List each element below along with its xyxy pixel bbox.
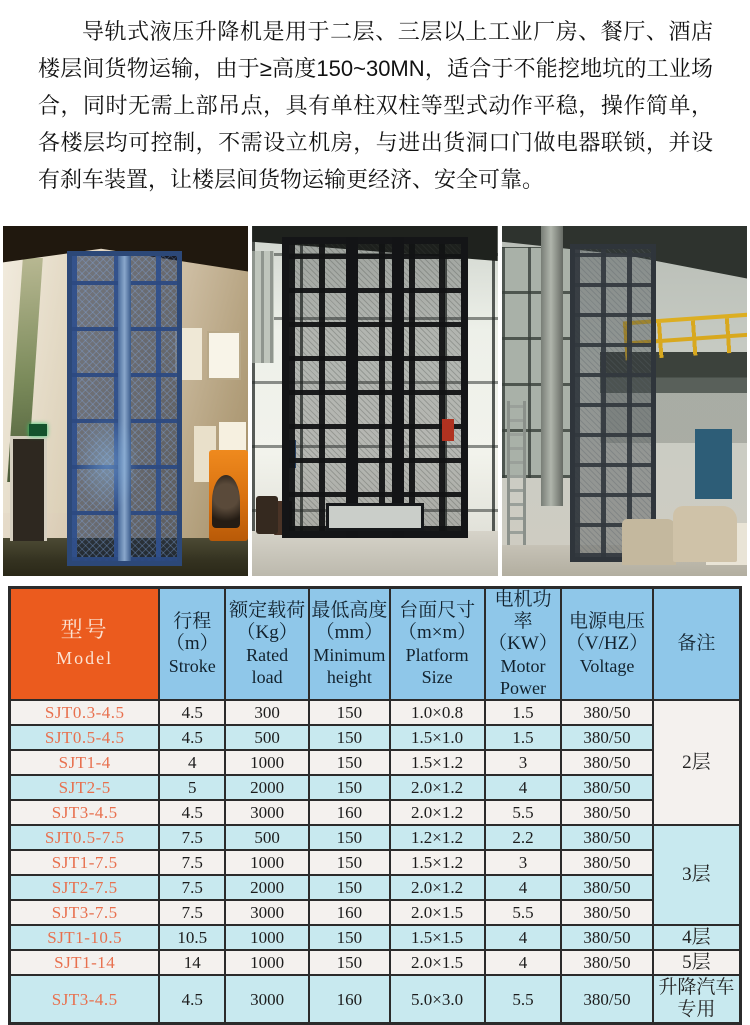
cell-model: SJT1-14	[10, 950, 160, 975]
cell-load: 500	[225, 725, 309, 750]
cell-height: 150	[309, 750, 389, 775]
cell-voltage: 380/50	[561, 875, 652, 900]
cell-stroke: 7.5	[159, 900, 225, 925]
table-row	[10, 900, 741, 925]
cell-height: 150	[309, 925, 389, 950]
table-row	[10, 775, 741, 800]
corrugated-wall	[252, 251, 274, 363]
cell-load: 1000	[225, 950, 309, 975]
table-row	[10, 850, 741, 875]
cell-power: 3	[485, 750, 562, 775]
cell-load: 500	[225, 825, 309, 850]
cell-height: 150	[309, 825, 389, 850]
cell-remark-5-floors: 5层	[653, 950, 741, 975]
spec-table	[8, 586, 742, 1025]
table-row	[10, 825, 741, 850]
cage-post	[346, 237, 358, 538]
cell-stroke: 4.5	[159, 725, 225, 750]
cell-height: 150	[309, 725, 389, 750]
cell-height: 160	[309, 800, 389, 825]
blue-lift-cage	[67, 251, 182, 566]
cell-power: 5.5	[485, 900, 562, 925]
cell-load: 1000	[225, 925, 309, 950]
exit-sign	[29, 424, 47, 436]
cell-stroke: 4	[159, 750, 225, 775]
cell-power: 1.5	[485, 725, 562, 750]
col-header-voltage: 电源电压 （V/HZ） Voltage	[561, 588, 652, 701]
cell-height: 150	[309, 775, 389, 800]
cell-voltage: 380/50	[561, 750, 652, 775]
cell-platform: 1.0×0.8	[390, 700, 485, 725]
cell-load: 3000	[225, 800, 309, 825]
cage-post	[392, 237, 404, 538]
cell-model: SJT3-4.5	[10, 975, 160, 1024]
cell-power: 3	[485, 850, 562, 875]
table-row	[10, 700, 741, 725]
cell-platform: 2.0×1.2	[390, 800, 485, 825]
cell-remark-4-floors: 4层	[653, 925, 741, 950]
cell-platform: 2.0×1.5	[390, 950, 485, 975]
cell-height: 150	[309, 950, 389, 975]
col-header-rated-load: 额定载荷 （Kg） Rated load	[225, 588, 309, 701]
col-header-model: 型号 Model	[10, 588, 160, 701]
cell-stroke: 4.5	[159, 700, 225, 725]
cell-voltage: 380/50	[561, 950, 652, 975]
orange-forklift	[209, 450, 248, 541]
cell-load: 300	[225, 700, 309, 725]
cell-model: SJT2-5	[10, 775, 160, 800]
cell-power: 4	[485, 950, 562, 975]
cell-platform: 1.2×1.2	[390, 825, 485, 850]
cell-voltage: 380/50	[561, 800, 652, 825]
cell-model: SJT2-7.5	[10, 875, 160, 900]
product-page	[0, 13, 750, 1025]
bulk-bags	[673, 506, 737, 562]
cell-platform: 2.0×1.2	[390, 775, 485, 800]
cell-load: 1000	[225, 750, 309, 775]
cell-stroke: 14	[159, 950, 225, 975]
cell-model: SJT3-7.5	[10, 900, 160, 925]
col-header-min-height: 最低高度 （mm） Minimum height	[309, 588, 389, 701]
cell-platform: 1.5×1.2	[390, 750, 485, 775]
cell-voltage: 380/50	[561, 850, 652, 875]
door	[10, 436, 47, 541]
cell-platform: 2.0×1.2	[390, 875, 485, 900]
cell-platform: 1.5×1.5	[390, 925, 485, 950]
col-header-platform-size: 台面尺寸 （m×m） Platform Size	[390, 588, 485, 701]
table-row	[10, 875, 741, 900]
product-photos	[0, 226, 750, 576]
cell-load: 1000	[225, 850, 309, 875]
black-lift-cage	[282, 237, 468, 538]
cell-height: 150	[309, 875, 389, 900]
cell-stroke: 10.5	[159, 925, 225, 950]
cell-height: 160	[309, 975, 389, 1024]
col-header-motor-power: 电机功率 （KW） Motor Power	[485, 588, 562, 701]
cell-voltage: 380/50	[561, 975, 652, 1024]
cell-power: 4	[485, 875, 562, 900]
table-row	[10, 975, 741, 1024]
steel-column	[541, 226, 563, 506]
cell-power: 4	[485, 925, 562, 950]
cell-voltage: 380/50	[561, 825, 652, 850]
window	[207, 331, 241, 380]
cell-stroke: 7.5	[159, 825, 225, 850]
cell-model: SJT3-4.5	[10, 800, 160, 825]
cell-model: SJT0.3-4.5	[10, 700, 160, 725]
oil-drums	[256, 496, 278, 535]
cell-remark-2-floors: 2层	[653, 700, 741, 825]
cell-voltage: 380/50	[561, 725, 652, 750]
cell-platform: 1.5×1.0	[390, 725, 485, 750]
cell-stroke: 5	[159, 775, 225, 800]
table-row	[10, 750, 741, 775]
col-header-stroke: 行程 （m） Stroke	[159, 588, 225, 701]
cell-height: 160	[309, 900, 389, 925]
cell-platform: 1.5×1.2	[390, 850, 485, 875]
cell-model: SJT1-10.5	[10, 925, 160, 950]
cell-remark-car-lift: 升降汽车专用	[653, 975, 741, 1024]
cell-load: 2000	[225, 875, 309, 900]
photo-black-lift-windows	[252, 226, 497, 576]
table-row	[10, 800, 741, 825]
cell-stroke: 4.5	[159, 975, 225, 1024]
cell-power: 4	[485, 775, 562, 800]
cell-stroke: 7.5	[159, 850, 225, 875]
cell-model: SJT0.5-7.5	[10, 825, 160, 850]
table-row	[10, 925, 741, 950]
cell-platform: 2.0×1.5	[390, 900, 485, 925]
header-row	[10, 588, 741, 701]
cell-platform: 5.0×3.0	[390, 975, 485, 1024]
scaffold-ladder	[507, 401, 527, 548]
intro-paragraph: 导轨式液压升降机是用于二层、三层以上工业厂房、餐厅、酒店楼层间货物运输，由于≥高度150~30MN，适合于不能挖地坑的工业场合，同时无需上部吊点，具有单柱双柱等型式动作平稳，操作简单，各楼层均可控制，不需设立机房，与进出货洞口门做电器联锁，并设有刹车装置，让楼层间货物运输更经济、安全可靠。	[38, 19, 713, 192]
cell-voltage: 380/50	[561, 775, 652, 800]
cell-model: SJT0.5-4.5	[10, 725, 160, 750]
col-header-remark: 备注	[653, 588, 741, 701]
cell-height: 150	[309, 700, 389, 725]
cell-remark-3-floors: 3层	[653, 825, 741, 925]
cell-power: 5.5	[485, 800, 562, 825]
blue-machine	[695, 429, 732, 499]
photo-grey-lift-factory	[502, 226, 747, 576]
lift-platform	[326, 503, 424, 531]
cell-load: 3000	[225, 900, 309, 925]
cell-voltage: 380/50	[561, 900, 652, 925]
red-control-box	[442, 419, 453, 442]
cell-voltage: 380/50	[561, 700, 652, 725]
table-row	[10, 725, 741, 750]
cell-power: 1.5	[485, 700, 562, 725]
photo-blue-lift-warehouse	[3, 226, 248, 576]
cell-load: 3000	[225, 975, 309, 1024]
cell-stroke: 4.5	[159, 800, 225, 825]
cell-voltage: 380/50	[561, 925, 652, 950]
cell-model: SJT1-7.5	[10, 850, 160, 875]
cell-model: SJT1-4	[10, 750, 160, 775]
cell-stroke: 7.5	[159, 875, 225, 900]
cell-power: 2.2	[485, 825, 562, 850]
cell-load: 2000	[225, 775, 309, 800]
grey-lift-cage	[570, 244, 656, 563]
cell-power: 5.5	[485, 975, 562, 1024]
cell-height: 150	[309, 850, 389, 875]
table-row	[10, 950, 741, 975]
